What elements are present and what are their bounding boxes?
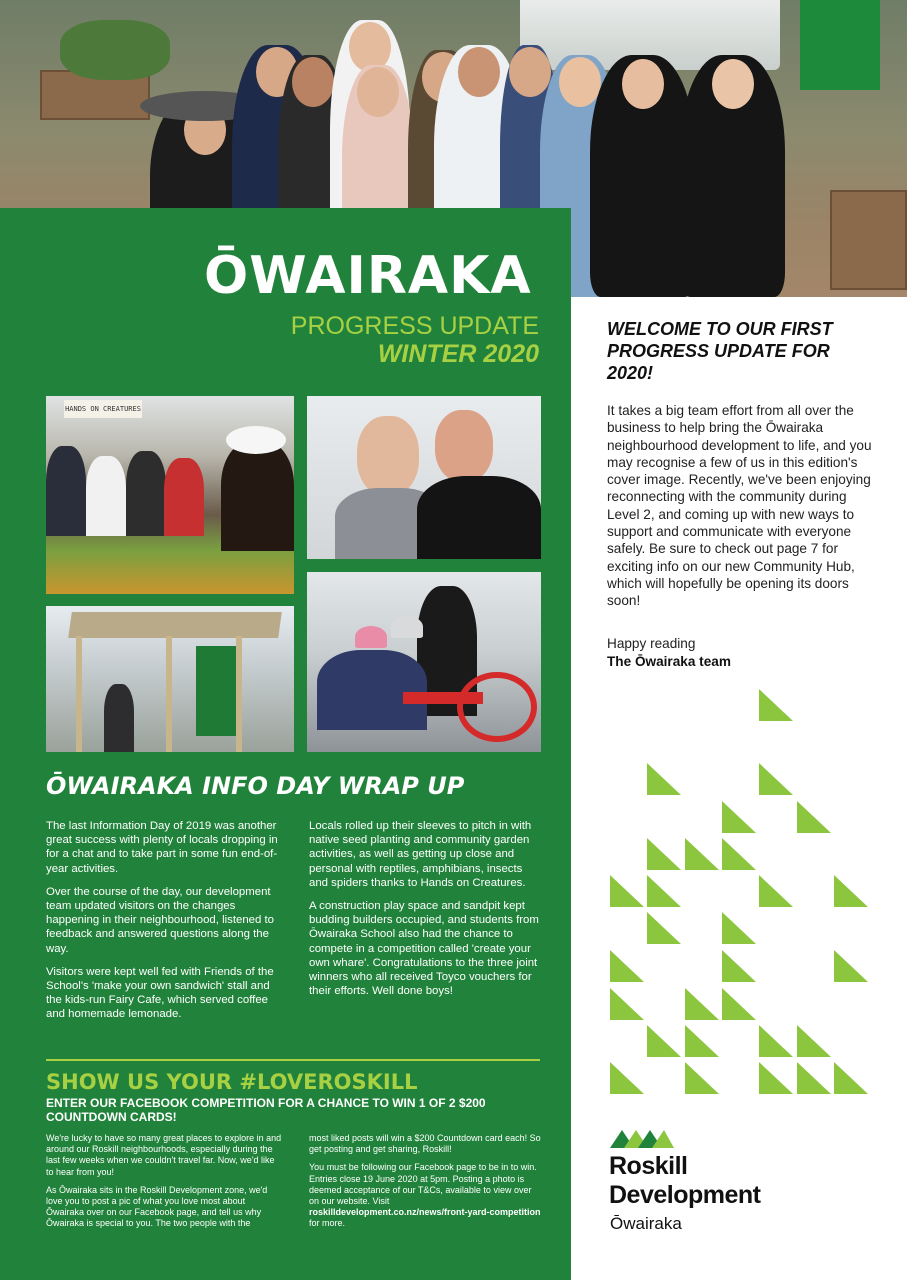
paragraph: As Ōwairaka sits in the Roskill Development zone, we'd love you to post a pic of what you love most about Ōwairaka over on our Facebook page, and tell us why Ōwairaka is special to you. The two people with the [46, 1184, 268, 1229]
photo-kids-bike [307, 572, 541, 752]
green-banner [800, 0, 880, 90]
welcome-heading: WELCOME TO OUR FIRST PROGRESS UPDATE FOR 2020! [607, 319, 833, 383]
person [680, 55, 785, 297]
paragraph-text: You must be following our Facebook page to be in to win. Entries close 19 June 2020 at 5pm. Posting a photo is deemed acceptance of our T&Cs, available to view over on our website. Visit [309, 1162, 537, 1207]
welcome-team: The Ōwairaka team [607, 654, 731, 669]
loveroskill-heading: SHOW US YOUR #LOVEROSKILL [46, 1070, 418, 1094]
info-day-heading: ŌWAIRAKA INFO DAY WRAP UP [46, 772, 465, 800]
paragraph: Over the course of the day, our development team updated visitors on the changes happening in their neighbourhood, listened to feedback and answered questions along the way. [46, 885, 274, 955]
photo-pavilion [46, 606, 294, 752]
masthead-title: ŌWAIRAKA [204, 246, 532, 306]
paragraph: A construction play space and sandpit kept budding builders occupied, and students from Ōwairaka School also had the chance to compete in a competition called 'create your own whare'. Congratulations to the three joint winners who all received Toyco vouchers for their efforts. Well done boys! [309, 900, 539, 998]
welcome-signoff: Happy reading [607, 636, 696, 651]
info-day-column-1 [46, 819, 282, 1031]
photo-woman-insect [307, 396, 541, 559]
paragraph: We're lucky to have so many great places to explore in and around our Roskill neighbourhoods, especially during the last few weeks when we couldn't travel far. Now, we'd like to hear from you! [46, 1133, 282, 1177]
section-divider [46, 1059, 540, 1061]
logo-text-line-2: Development [609, 1181, 761, 1209]
masthead-season: WINTER 2020 [377, 340, 539, 368]
loveroskill-column-2 [309, 1133, 543, 1237]
paragraph: most liked posts will win a $200 Countdown card each! So get posting and get sharing, Roskill! [309, 1133, 541, 1155]
photo-kids-garden [46, 396, 294, 594]
logo-text-line-3: Ōwairaka [610, 1214, 682, 1233]
welcome-body: It takes a big team effort from all over the business to help bring the Ōwairaka neighbourhood development to life, and you may recognise a few of us in this edition's cover image. Recently, we've been enjoying reconnecting with the community during Level 2, and coming up with new ways to support and communicate with everyone safely. Be sure to check out page 7 for exciting info on our new Community Hub, which will hopefully be opening its doors soon! [607, 403, 872, 609]
garden-bed [830, 190, 907, 290]
logo-text-line-1: Roskill [609, 1152, 688, 1180]
loveroskill-column-1 [46, 1133, 282, 1237]
masthead-subtitle: PROGRESS UPDATE [290, 312, 539, 340]
paragraph: Visitors were kept well fed with Friends of the School's 'make your own sandwich' stall and the kids-run Fairy Cafe, which served coffee and homemade lemonade. [46, 965, 274, 1021]
paragraph: The last Information Day of 2019 was another great success with plenty of locals dropping in for a chat and to take part in some fun end-of-year activities. [46, 820, 278, 875]
competition-link[interactable]: roskilldevelopment.co.nz/news/front-yard-competition [309, 1207, 541, 1218]
roskill-logo-icon [610, 1130, 674, 1148]
loveroskill-subheading: ENTER OUR FACEBOOK COMPETITION FOR A CHANCE TO WIN 1 OF 2 $200 COUNTDOWN CARDS! [46, 1096, 486, 1124]
paragraph: Locals rolled up their sleeves to pitch in with native seed planting and community garden activities, as well as getting up close and personal with reptiles, amphibians, insects and spiders thanks to Hands on Creatures. [309, 820, 532, 889]
paragraph [309, 1162, 543, 1229]
plants [60, 20, 170, 80]
hands-on-creatures-sign: HANDS ON CREATURES [64, 400, 142, 418]
info-day-column-2 [309, 819, 543, 1007]
paragraph-text: for more. [309, 1218, 346, 1229]
